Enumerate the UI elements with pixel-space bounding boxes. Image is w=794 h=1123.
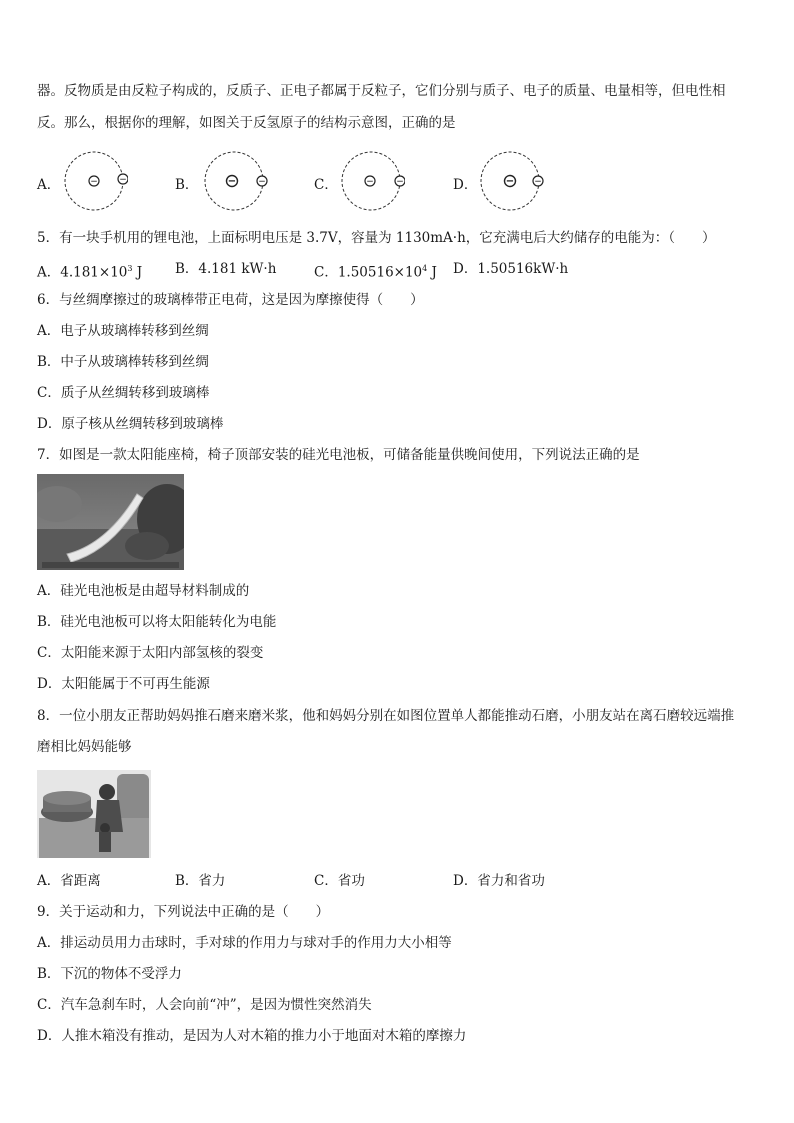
q4-option-a-diagram <box>60 150 128 212</box>
q7-option-c: C．太阳能来源于太阳内部氢核的裂变 <box>37 645 264 661</box>
q7-stem: 7．如图是一款太阳能座椅，椅子顶部安装的硅光电池板，可储备能量供晚间使用，下列说法正确的是 <box>37 447 640 463</box>
q6-option-d: D．原子核从丝绸转移到玻璃棒 <box>37 416 224 432</box>
nucleus-sign: − <box>366 177 374 187</box>
q4-option-c-label: C． <box>314 177 338 193</box>
q8-stem-line-2: 磨相比妈妈能够 <box>37 739 132 755</box>
electron-sign: − <box>258 177 266 187</box>
q4-option-d-diagram <box>476 150 544 212</box>
q5-option-b: B．4.181 kW·h <box>175 261 277 277</box>
q4-option-b-label: B． <box>175 177 199 193</box>
nucleus-sign: − <box>505 176 515 187</box>
q9-option-a: A．排运动员用力击球时，手对球的作用力与球对手的作用力大小相等 <box>37 935 452 951</box>
stone-mill-photo <box>37 770 151 858</box>
q5-stem: 5．有一块手机用的锂电池，上面标明电压是 3.7V，容量为 1130mA·h，它充满电后大约储存的电能为：（ ） <box>37 230 716 246</box>
q6-option-b: B．中子从玻璃棒转移到丝绸 <box>37 354 209 370</box>
q9-option-b: B．下沉的物体不受浮力 <box>37 966 182 982</box>
q7-option-b: B．硅光电池板可以将太阳能转化为电能 <box>37 614 277 630</box>
q5-option-d: D．1.50516kW·h <box>453 261 569 277</box>
nucleus-sign: − <box>90 177 98 187</box>
q8-option-c: C．省功 <box>314 873 365 889</box>
q8-option-b: B．省力 <box>175 873 226 889</box>
q5-option-a: A．$4.181\times 10^3$ J <box>37 264 143 281</box>
q4-option-b-diagram <box>200 150 268 212</box>
q6-stem: 6．与丝绸摩擦过的玻璃棒带正电荷，这是因为摩擦使得（ ） <box>37 292 424 308</box>
electron-sign: − <box>534 177 542 187</box>
q9-option-d: D．人推木箱没有推动，是因为人对木箱的推力小于地面对木箱的摩擦力 <box>37 1028 467 1044</box>
q8-option-a: A．省距离 <box>37 873 101 889</box>
q4-option-c-diagram <box>337 150 405 212</box>
q6-option-c: C．质子从丝绸转移到玻璃棒 <box>37 385 210 401</box>
electron-sign: − <box>396 177 404 187</box>
q8-stem-line-1: 8．一位小朋友正帮助妈妈推石磨来磨米浆，他和妈妈分别在如图位置单人都能推动石磨，小朋友站在离石磨较远端推 <box>37 708 735 724</box>
q4-option-a-label: A． <box>37 177 61 193</box>
solar-seat-photo <box>37 474 184 570</box>
q6-option-a: A．电子从玻璃棒转移到丝绸 <box>37 323 209 339</box>
q9-stem: 9．关于运动和力，下列说法中正确的是（ ） <box>37 904 330 920</box>
q7-option-d: D．太阳能属于不可再生能源 <box>37 676 210 692</box>
intro-line-2: 反。那么，根据你的理解，如图关于反氢原子的结构示意图，正确的是 <box>37 115 456 131</box>
intro-line-1: 器。反物质是由反粒子构成的，反质子、正电子都属于反粒子，它们分别与质子、电子的质量、电量相等，但电性相 <box>37 83 726 99</box>
q4-option-d-label: D． <box>453 177 478 193</box>
nucleus-sign: − <box>227 176 237 187</box>
q7-option-a: A．硅光电池板是由超导材料制成的 <box>37 583 250 599</box>
q9-option-c: C．汽车急刹车时，人会向前“冲”，是因为惯性突然消失 <box>37 997 372 1013</box>
q8-option-d: D．省力和省功 <box>453 873 545 889</box>
q5-option-c: C．$1.50516\times 10^4$ J <box>314 264 437 281</box>
electron-sign: − <box>119 175 127 185</box>
